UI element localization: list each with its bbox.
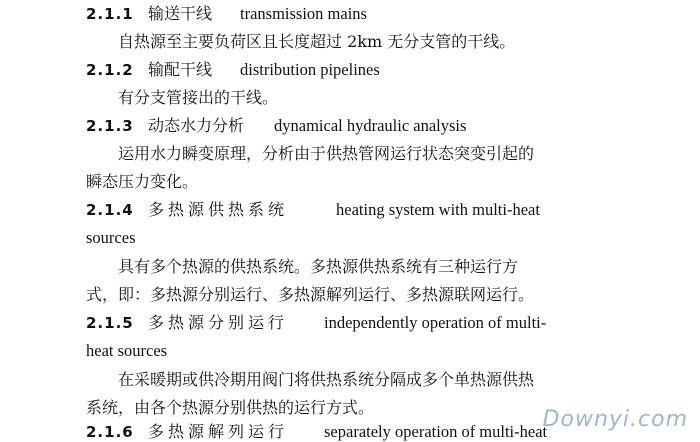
term-english: heating system with multi-heat [336, 200, 540, 219]
section-number: 2.1.5 [86, 314, 134, 332]
term-english: independently operation of multi- [324, 313, 547, 332]
term-english-continued: heat sources [86, 341, 168, 360]
section-number: 2.1.3 [86, 117, 134, 135]
section-number: 2.1.4 [86, 201, 134, 219]
term-english-continued: sources [86, 228, 136, 247]
term-english: distribution pipelines [240, 60, 380, 79]
term-english: dynamical hydraulic analysis [274, 116, 467, 135]
term-chinese: 动态水力分析 [148, 116, 245, 135]
definition-line: 瞬态压力变化。 [86, 172, 199, 191]
definition-line: 系统，由各个热源分别供热的运行方式。 [86, 398, 375, 417]
term-chinese: 多热源解列运行 [148, 422, 289, 441]
definition-line: 自热源至主要负荷区且长度超过 2km 无分支管的干线。 [118, 32, 516, 51]
term-chinese: 多热源分别运行 [148, 313, 289, 332]
definition-line: 具有多个热源的供热系统。多热源供热系统有三种运行方 [118, 257, 519, 276]
term-chinese: 输送干线 [148, 4, 213, 23]
term-english: transmission mains [240, 4, 367, 23]
definition-line: 运用水力瞬变原理，分析由于供热管网运行状态突变引起的 [118, 144, 535, 163]
term-english: separately operation of multi-heat [324, 422, 548, 441]
watermark-logo: Downyi.com [542, 407, 688, 432]
definition-line: 式，即：多热源分别运行、多热源解列运行、多热源联网运行。 [86, 285, 535, 304]
definition-line: 有分支管接出的干线。 [118, 88, 279, 107]
section-number: 2.1.1 [86, 5, 134, 23]
definition-line: 在采暖期或供冷期用阀门将供热系统分隔成多个单热源供热 [118, 370, 535, 389]
term-chinese: 多热源供热系统 [148, 200, 289, 219]
section-number: 2.1.2 [86, 61, 134, 79]
term-chinese: 输配干线 [148, 60, 213, 79]
section-number: 2.1.6 [86, 423, 134, 441]
